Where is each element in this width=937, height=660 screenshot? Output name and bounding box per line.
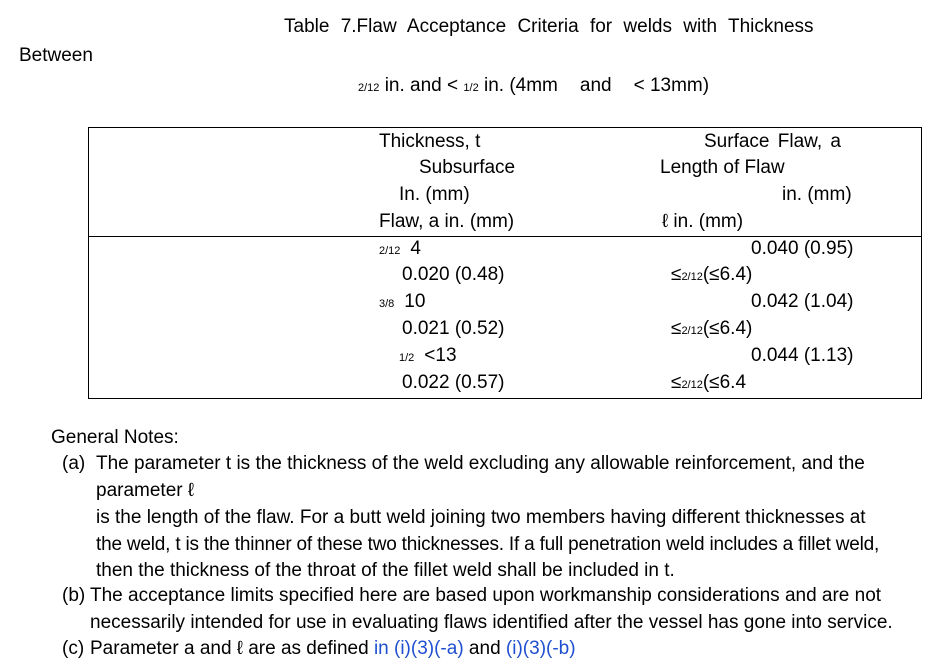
link-i-3-b[interactable]: (i)(3)(-b) [505, 638, 576, 659]
thickness-mm: 10 [404, 291, 426, 312]
table-subtitle [358, 75, 709, 99]
note-b-line-1: The acceptance limits specified here are based upon workmanship considerations and are not [90, 585, 882, 606]
surface-value: 0.040 (0.95) [751, 238, 854, 259]
thickness-fraction: 3/8 [379, 298, 395, 310]
note-a-line-4: the weld, t is the thinner of these two thicknesses. If a full penetration weld includes a fillet weld, [96, 534, 880, 555]
table-row [399, 345, 457, 369]
note-c-text: Parameter a and ℓ are as defined [90, 638, 374, 659]
note-b-line-2: necessarily intended for use in evaluating flaws identified after the vessel has gone into service. [90, 612, 893, 633]
subtitle-text-4: < 13mm) [633, 75, 710, 96]
table-header-divider [88, 236, 922, 237]
table-title: Table 7.Flaw Acceptance Criteria for welds with Thickness [284, 16, 814, 37]
note-c-line [90, 638, 576, 660]
note-a-label: (a) [62, 453, 86, 474]
surface-value: 0.044 (1.13) [751, 345, 854, 366]
le-symbol: ≤ [671, 318, 682, 339]
note-c-and: and [463, 638, 506, 659]
length-fraction: 2/12 [681, 271, 703, 283]
note-a-line-5: then the thickness of the throat of the fillet weld shall be included in t. [96, 560, 675, 581]
length-value [671, 318, 752, 342]
link-i-3-a[interactable]: in (i)(3)(-a) [373, 638, 464, 659]
header-subsurface: Subsurface [419, 157, 516, 178]
length-fraction: 2/12 [681, 325, 703, 337]
length-fraction: 2/12 [681, 379, 703, 391]
subtitle-text-1: in. and < [379, 75, 464, 96]
le-symbol: ≤ [671, 264, 682, 285]
table-title-continued: Between [19, 45, 93, 66]
thickness-fraction: 2/12 [379, 245, 401, 257]
note-a-line-3: is the length of the flaw. For a butt weld joining two members having different thicknesses at [96, 507, 866, 528]
subtitle-fraction-2: 1/2 [463, 82, 479, 94]
subtitle-text-2: in. (4mm [478, 75, 558, 96]
subtitle-fraction-1: 2/12 [358, 82, 380, 94]
header-in-mm-left: In. (mm) [399, 184, 470, 205]
notes-heading: General Notes: [51, 427, 179, 448]
table-row [379, 238, 421, 262]
header-ell-in-mm: ℓ in. (mm) [662, 211, 744, 232]
header-thickness: Thickness, t [379, 131, 481, 152]
table-row [379, 291, 425, 315]
header-flaw-a: Flaw, a in. (mm) [379, 211, 515, 232]
subtitle-text-3: and [579, 75, 612, 96]
thickness-mm: <13 [424, 345, 457, 366]
length-mm: (≤6.4 [702, 372, 747, 393]
subsurface-value: 0.022 (0.57) [402, 372, 505, 393]
length-mm: (≤6.4) [702, 264, 753, 285]
note-b-label: (b) [62, 585, 86, 606]
subsurface-value: 0.020 (0.48) [402, 264, 505, 285]
subsurface-value: 0.021 (0.52) [402, 318, 505, 339]
thickness-fraction: 1/2 [399, 352, 415, 364]
le-symbol: ≤ [671, 372, 682, 393]
surface-value: 0.042 (1.04) [751, 291, 854, 312]
note-a-line-2: parameter ℓ [96, 480, 195, 501]
length-mm: (≤6.4) [702, 318, 753, 339]
length-value [671, 372, 746, 396]
header-in-mm-right: in. (mm) [782, 184, 852, 205]
header-length-of-flaw: Length of Flaw [660, 157, 785, 178]
note-a-line-1: The parameter t is the thickness of the weld excluding any allowable reinforcement, and the [96, 453, 865, 474]
note-c-label: (c) [62, 638, 85, 659]
length-value [671, 264, 752, 288]
thickness-mm: 4 [410, 238, 421, 259]
header-surface-flaw: Surface Flaw, a [704, 131, 841, 152]
